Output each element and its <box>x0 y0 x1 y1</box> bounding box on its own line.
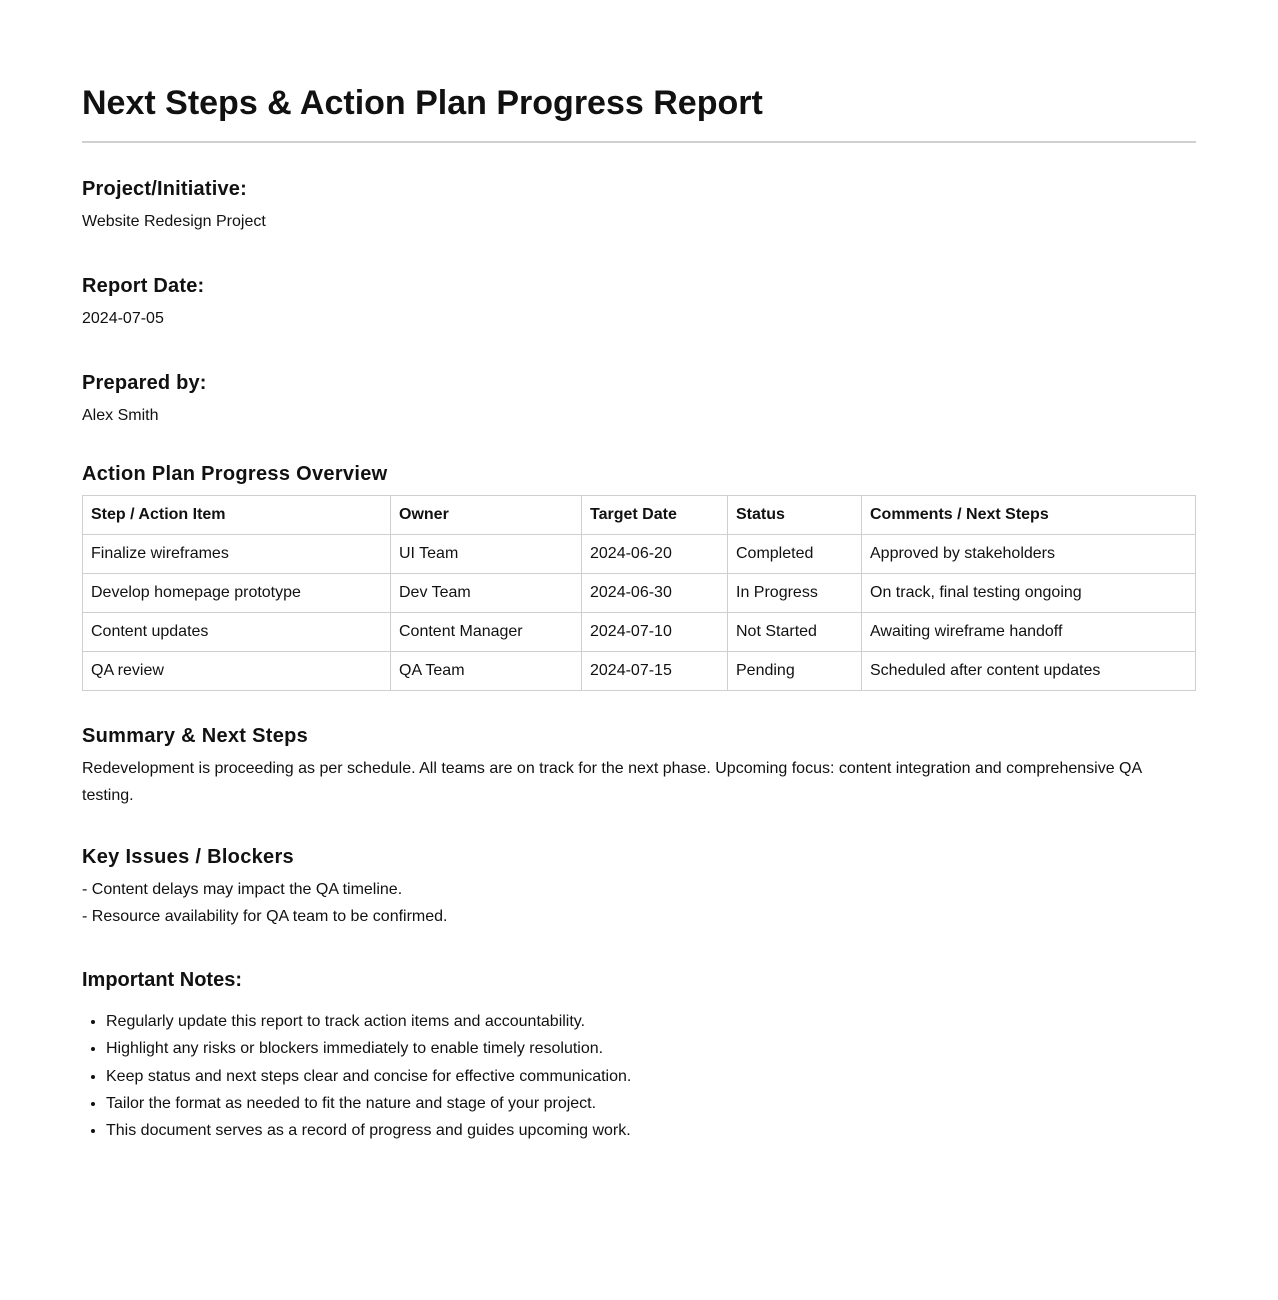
page-title: Next Steps & Action Plan Progress Report <box>82 84 763 122</box>
cell-status: Not Started <box>728 613 862 652</box>
cell-target-date: 2024-07-15 <box>582 652 728 691</box>
summary-section <box>82 724 1196 809</box>
progress-overview-section <box>82 462 1196 691</box>
issues-list <box>82 876 1196 930</box>
table-row <box>83 574 1196 613</box>
report-date-label: Report Date: <box>82 275 205 297</box>
column-header-owner: Owner <box>391 496 582 535</box>
cell-comments: Approved by stakeholders <box>862 535 1196 574</box>
cell-step: Content updates <box>83 613 391 652</box>
cell-target-date: 2024-06-30 <box>582 574 728 613</box>
summary-text: Redevelopment is proceeding as per schedule. All teams are on track for the next phase. Upcoming focus: content integration and comprehensive QA testing. <box>82 760 1142 804</box>
list-item: • Tailor the format as needed to fit the nature and stage of your project. <box>106 1090 1196 1117</box>
cell-status: Pending <box>728 652 862 691</box>
prepared-by-field <box>82 371 1196 426</box>
cell-owner: Dev Team <box>391 574 582 613</box>
summary-heading: Summary & Next Steps <box>82 725 309 747</box>
issues-heading: Key Issues / Blockers <box>82 846 294 868</box>
cell-target-date: 2024-06-20 <box>582 535 728 574</box>
column-header-step: Step / Action Item <box>83 496 391 535</box>
action-plan-table <box>82 495 1196 691</box>
issue-item: - Content delays may impact the QA timeline. <box>82 881 403 898</box>
overview-heading: Action Plan Progress Overview <box>82 463 388 485</box>
list-item: • Regularly update this report to track action items and accountability. <box>106 1008 1196 1035</box>
cell-comments: Scheduled after content updates <box>862 652 1196 691</box>
project-value: Website Redesign Project <box>82 213 266 230</box>
cell-owner: UI Team <box>391 535 582 574</box>
cell-step: Finalize wireframes <box>83 535 391 574</box>
table-row <box>83 652 1196 691</box>
issues-section <box>82 845 1196 930</box>
column-header-target-date: Target Date <box>582 496 728 535</box>
report-page <box>82 0 1196 1144</box>
important-notes-section <box>82 968 1196 1144</box>
title-divider <box>82 141 1196 143</box>
column-header-comments: Comments / Next Steps <box>862 496 1196 535</box>
issue-item: - Resource availability for QA team to be confirmed. <box>82 908 448 925</box>
prepared-by-value: Alex Smith <box>82 407 159 424</box>
cell-comments: Awaiting wireframe handoff <box>862 613 1196 652</box>
notes-list <box>82 1008 1196 1144</box>
report-date-field <box>82 274 1196 329</box>
cell-owner: Content Manager <box>391 613 582 652</box>
cell-target-date: 2024-07-10 <box>582 613 728 652</box>
cell-owner: QA Team <box>391 652 582 691</box>
cell-comments: On track, final testing ongoing <box>862 574 1196 613</box>
prepared-by-label: Prepared by: <box>82 372 207 394</box>
cell-status: Completed <box>728 535 862 574</box>
project-field <box>82 177 1196 232</box>
report-date-value: 2024-07-05 <box>82 310 164 327</box>
list-item: • This document serves as a record of progress and guides upcoming work. <box>106 1117 1196 1144</box>
column-header-status: Status <box>728 496 862 535</box>
cell-step: QA review <box>83 652 391 691</box>
list-item: • Keep status and next steps clear and concise for effective communication. <box>106 1063 1196 1090</box>
list-item: • Highlight any risks or blockers immediately to enable timely resolution. <box>106 1035 1196 1062</box>
table-header-row <box>83 496 1196 535</box>
project-label: Project/Initiative: <box>82 178 247 200</box>
table-row <box>83 613 1196 652</box>
cell-status: In Progress <box>728 574 862 613</box>
cell-step: Develop homepage prototype <box>83 574 391 613</box>
notes-heading: Important Notes: <box>82 969 242 991</box>
table-row <box>83 535 1196 574</box>
